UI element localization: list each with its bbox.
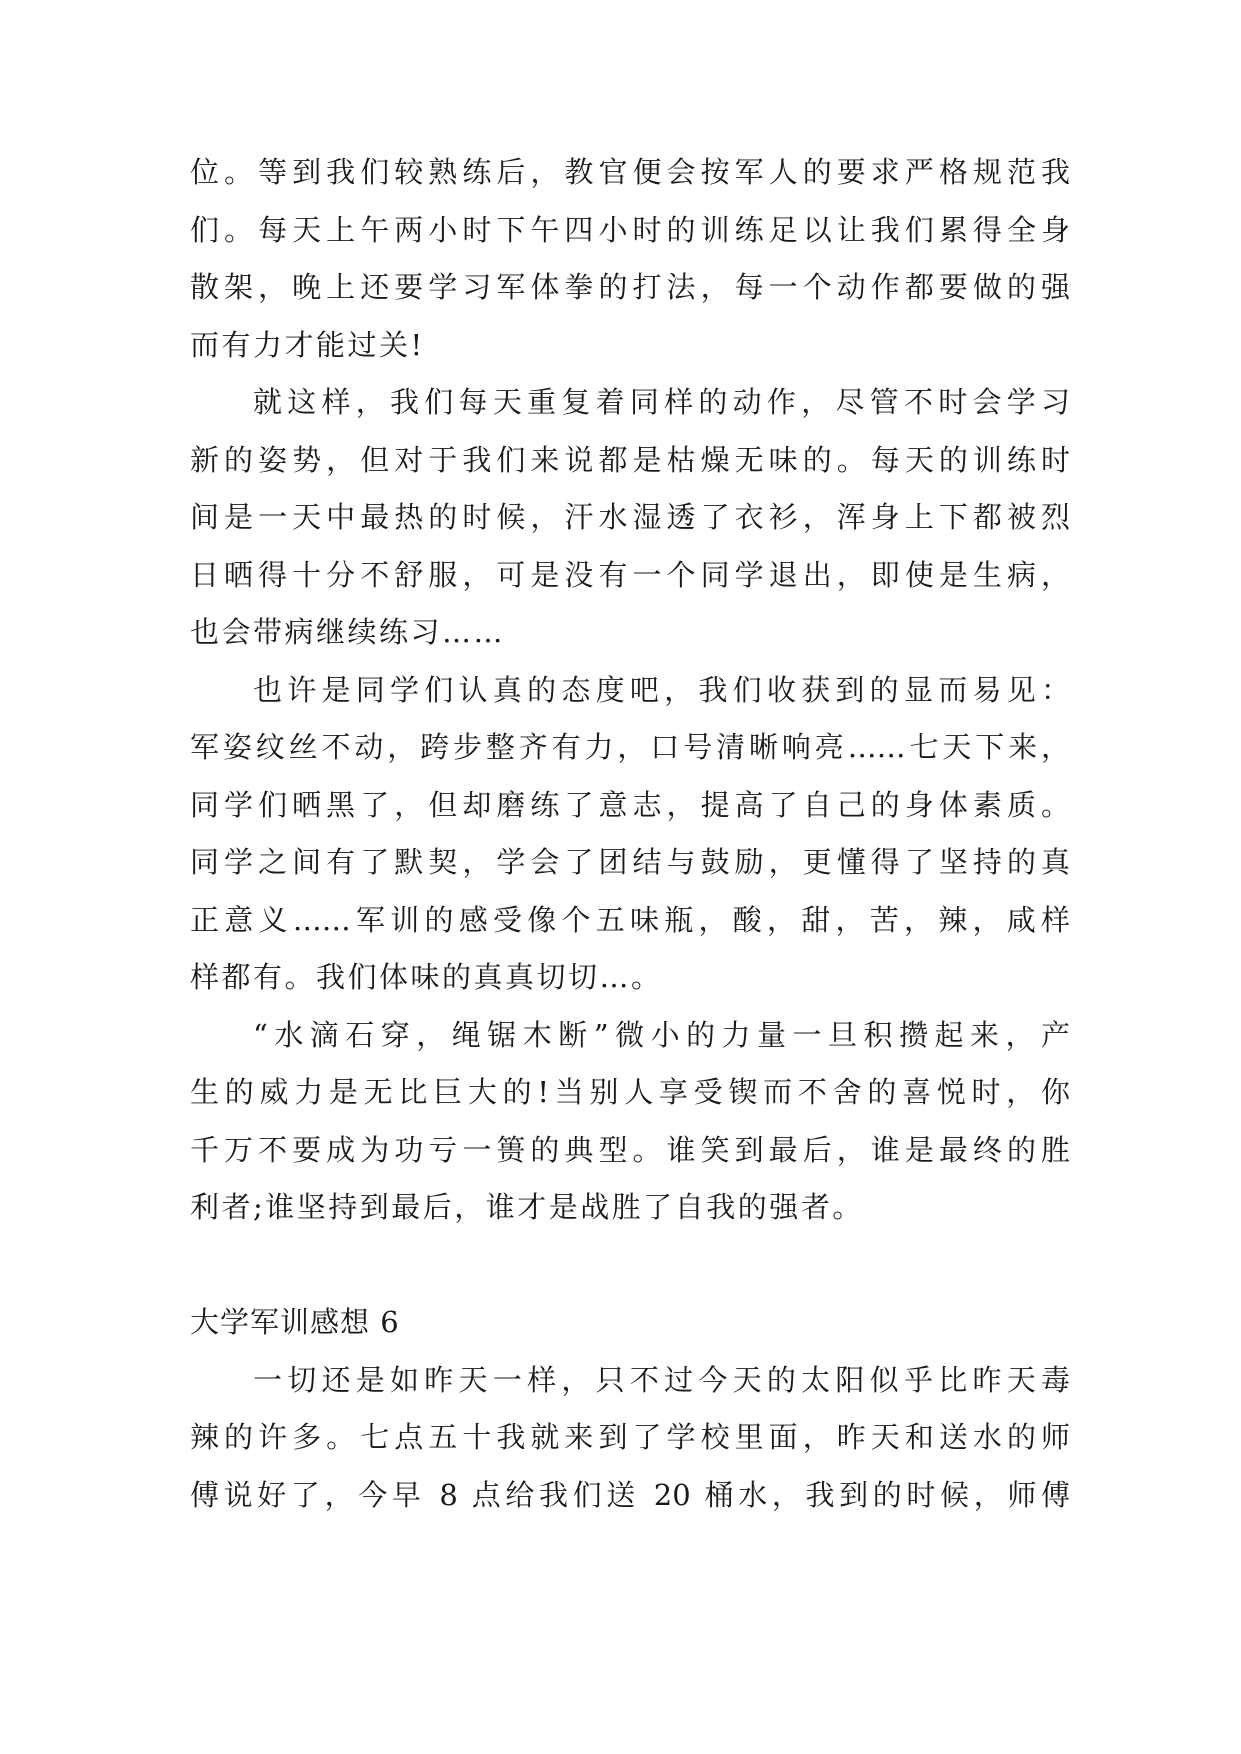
paragraph-line: 傅说好了，今早 8 点给我们送 20 桶水，我到的时候，师傅 (190, 1478, 1070, 1512)
paragraph-line: 同学们晒黑了，但却磨练了意志，提高了自己的身体素质。 (190, 788, 1070, 822)
paragraph-line: 样都有。我们体味的真真切切…。 (190, 960, 663, 994)
paragraph-line: 生的威力是无比巨大的!当别人享受锲而不舍的喜悦时，你 (190, 1075, 1070, 1109)
paragraph-line: 散架，晚上还要学习军体拳的打法，每一个动作都要做的强 (190, 270, 1070, 304)
paragraph-line: 们。每天上午两小时下午四小时的训练足以让我们累得全身 (190, 213, 1070, 247)
paragraph-line: “水滴石穿，绳锯木断”微小的力量一旦积攒起来，产 (253, 1018, 1070, 1052)
paragraph-line: 日晒得十分不舒服，可是没有一个同学退出，即使是生病， (190, 558, 1070, 592)
paragraph-line: 辣的许多。七点五十我就来到了学校里面，昨天和送水的师 (190, 1420, 1070, 1454)
paragraph-line: 间是一天中最热的时候，汗水湿透了衣衫，浑身上下都被烈 (190, 500, 1070, 534)
paragraph-line: 同学之间有了默契，学会了团结与鼓励，更懂得了坚持的真 (190, 845, 1070, 879)
paragraph-line: 新的姿势，但对于我们来说都是枯燥无味的。每天的训练时 (190, 443, 1070, 477)
section-heading: 大学军训感想 6 (190, 1305, 400, 1339)
paragraph-line: 而有力才能过关! (190, 328, 425, 362)
paragraph-line: 位。等到我们较熟练后，教官便会按军人的要求严格规范我 (190, 155, 1070, 189)
paragraph-line: 利者;谁坚持到最后，谁才是战胜了自我的强者。 (190, 1190, 864, 1224)
paragraph-line: 千万不要成为功亏一篑的典型。谁笑到最后，谁是最终的胜 (190, 1133, 1070, 1167)
paragraph-line: 就这样，我们每天重复着同样的动作，尽管不时会学习 (253, 385, 1070, 419)
paragraph-line: 一切还是如昨天一样，只不过今天的太阳似乎比昨天毒 (253, 1363, 1070, 1397)
paragraph-line: 也许是同学们认真的态度吧，我们收获到的显而易见： (253, 673, 1070, 707)
paragraph-line: 正意义……军训的感受像个五味瓶，酸，甜，苦，辣，咸样 (190, 903, 1070, 937)
paragraph-line: 也会带病继续练习…… (190, 615, 506, 649)
paragraph-line: 军姿纹丝不动，跨步整齐有力，口号清晰响亮……七天下来， (190, 730, 1070, 764)
